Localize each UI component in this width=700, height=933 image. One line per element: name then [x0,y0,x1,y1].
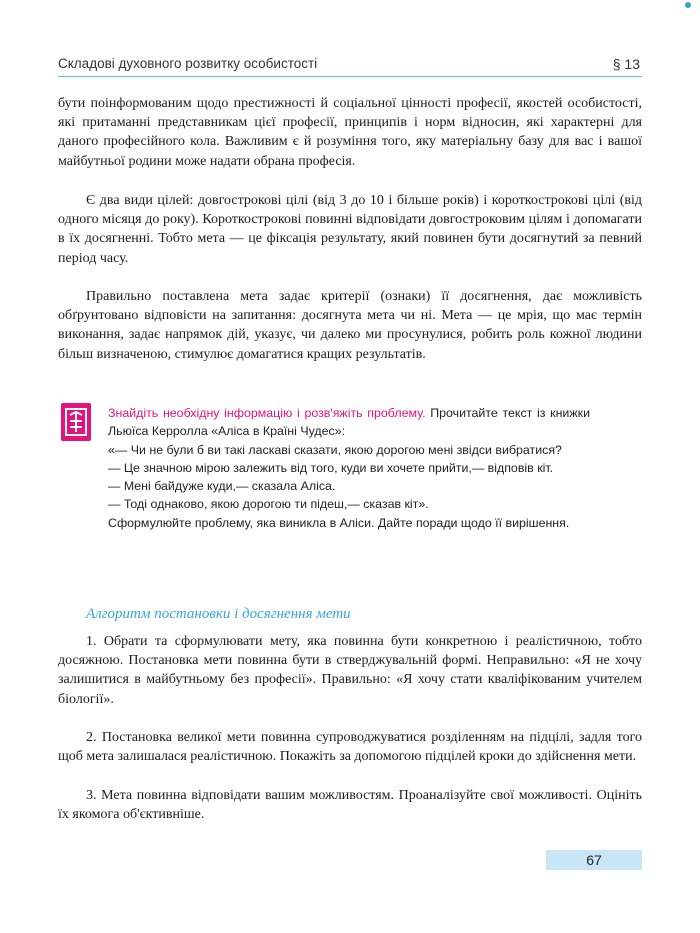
section-number: § 13 [612,56,640,72]
paragraph-goal-types: Є два види цілей: довгострокові цілі (від 3 до 10 і більше років) і короткострокові цілі (від одного місяця до року). Короткострокові повинні відповідати довгостроковим цілям і допомагати в їх досягненні. Тобто мета — це фіксація результату, який повинен бути досягнутий за певний період часу. [58,193,642,266]
task-intro-text: Прочитайте текст із книжки Льюїса Керролла «Аліса в Країні Чудес»: [108,406,590,439]
algorithm-step-1: 1. Обрати та сформулювати мету, яка повинна бути конкретною і реалістичною, тобто досяжною. Постановка мети повинна бути в стверджувальній формі. Неправильно: «Я не хочу залишитися в майбутньому без професії». Правильно: «Я хочу стати кваліфікованим учителем біології». [58,634,642,707]
running-header [58,54,642,77]
task-pink-icon [61,403,91,441]
task-lead: Знайдіть необхідну інформацію і розв'яжіть проблему. [108,406,426,420]
dialogue-line: — Це значною мірою залежить від того, куди ви хочете прийти,— відповів кіт. [108,460,554,475]
algorithm-heading: Алгоритм постановки і досягнення мети [86,606,351,622]
task-block [108,404,590,532]
header-title: Складові духовного розвитку особистості [58,56,318,71]
algorithm-step-2: 2. Постановка великої мети повинна супроводжуватися розділенням на підцілі, задля того щоб мета залишалася реалістичною. Покажіть за допомогою підцілей кроки до здійснення мети. [58,730,642,765]
algorithm-step-3: 3. Мета повинна відповідати вашим можливостям. Проаналізуйте свої можливості. Оцініть їх якомога об'єктивніше. [58,788,642,823]
page-number-box [546,850,642,870]
dialogue-line: — Тоді однаково, якою дорогою ти підеш,— сказав кіт». [108,497,429,512]
task-question: Сформулюйте проблему, яка виникла в Аліси. Дайте поради щодо її вирішення. [108,515,570,530]
page-number: 67 [586,852,602,868]
task-intro [108,404,590,441]
dialogue-line: «— Чи не були б ви такі ласкаві сказати, якою дорогою мені звідси вибратися? [108,442,562,457]
corner-logo-icon [685,2,692,9]
paragraph-goal-criteria: Правильно поставлена мета задає критерії (ознаки) її досягнення, дає можливість обґрунтовано відповісти на запитання: досягнута мета чи ні. Мета — це мрія, що має термін виконання, задає напрямок дій, указує, чи далеко ми просунулися, робить роль кожної людини більш визначеною, стимулює домагатися кращих результатів. [58,289,642,362]
paragraph-continuation: бути поінформованим щодо престижності й соціальної цінності професії, якостей особистості, які притаманні представникам цієї професії, принципів і норм відносин, які характерні для даного професійного кола. Важливим є й розуміння того, яку матеріальну базу для вас і вашої майбутньої родини може надати обрана професія. [58,96,642,169]
dialogue-line: — Мені байдуже куди,— сказала Аліса. [108,479,336,494]
